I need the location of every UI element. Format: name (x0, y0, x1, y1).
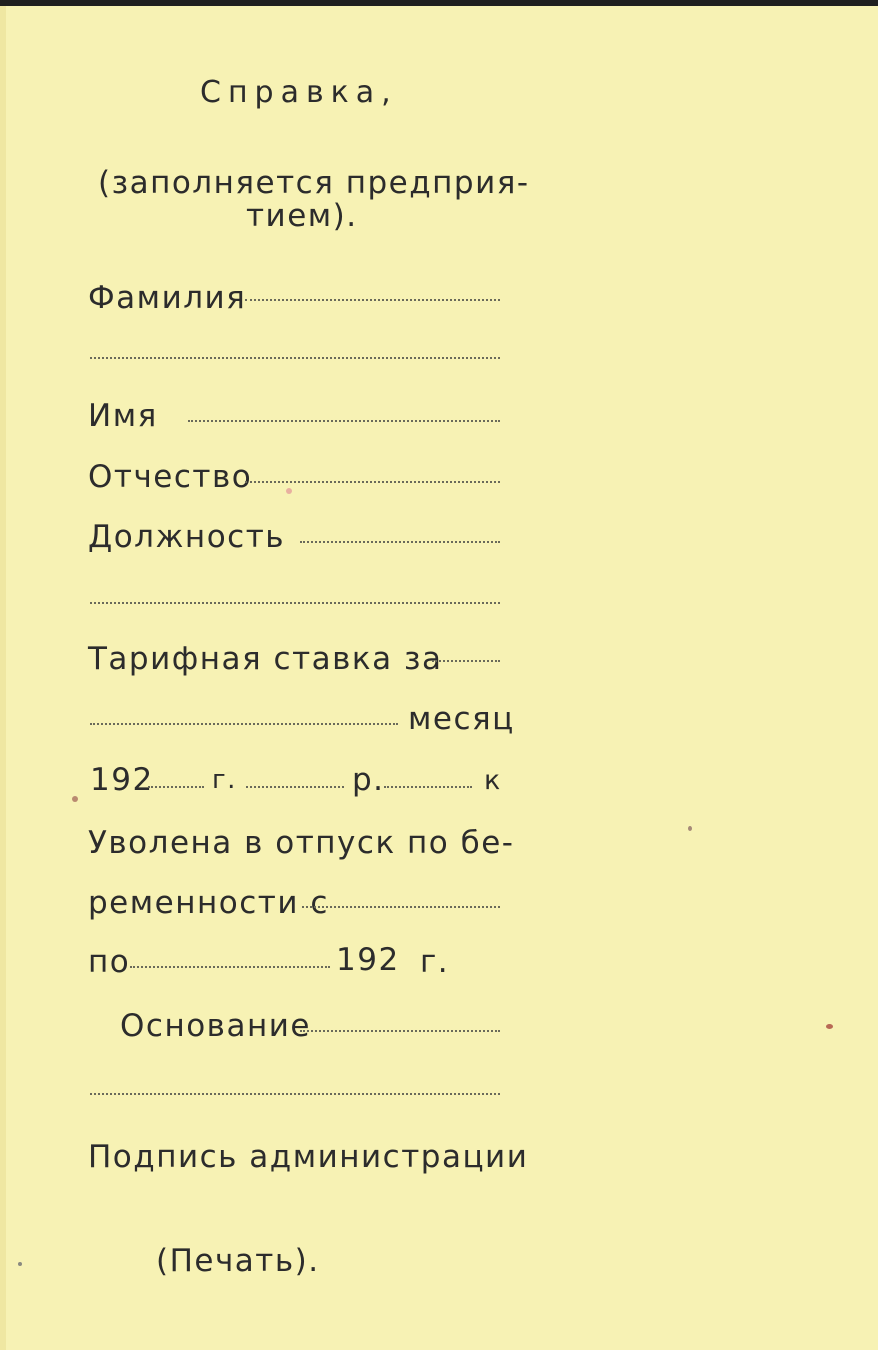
to-label: по (88, 944, 131, 980)
surname-label: Фамилия (88, 280, 247, 316)
month-label: месяц (408, 701, 515, 737)
signature-label: Подпись администрации (88, 1139, 529, 1175)
year-fill-line[interactable] (148, 786, 204, 788)
tariff-label: Тарифная ставка за (88, 641, 443, 677)
leave-line2: ременности с (88, 885, 329, 921)
leave-line1: Уволена в отпуск по бе- (88, 825, 515, 861)
surname-fill-line[interactable] (245, 299, 500, 301)
stamp-label: (Печать). (156, 1243, 320, 1279)
leave-from-fill-line[interactable] (302, 906, 500, 908)
patronymic-fill-line[interactable] (245, 481, 500, 483)
name-label: Имя (88, 398, 158, 434)
basis-label: Основание (120, 1008, 311, 1044)
year-prefix: 192 (90, 762, 154, 798)
rub-fill-line[interactable] (246, 786, 344, 788)
position-fill-line-2[interactable] (90, 602, 500, 604)
to-year-unit: г. (420, 944, 450, 980)
kop-fill-line[interactable] (384, 786, 472, 788)
patronymic-label: Отчество (88, 459, 253, 495)
form-subtitle-line2: тием). (246, 198, 358, 234)
kop-unit: к (484, 765, 502, 796)
basis-fill-line-2[interactable] (90, 1093, 500, 1095)
position-fill-line[interactable] (300, 541, 500, 543)
to-fill-line[interactable] (130, 966, 330, 968)
scan-top-border (0, 0, 878, 6)
paper-speck (826, 1024, 833, 1029)
paper-edge (0, 6, 6, 1350)
paper-speck (286, 488, 292, 494)
name-fill-line[interactable] (188, 420, 500, 422)
tariff-fill-line[interactable] (432, 660, 500, 662)
paper-speck (72, 796, 78, 802)
form-title: Справка, (200, 75, 398, 110)
surname-fill-line-2[interactable] (90, 357, 500, 359)
form-subtitle-line1: (заполняется предприя- (98, 165, 530, 201)
to-year: 192 (336, 942, 400, 978)
year-unit: г. (212, 765, 237, 795)
paper-speck (688, 826, 692, 831)
paper-speck (18, 1262, 22, 1266)
rub-unit: р. (352, 762, 385, 798)
basis-fill-line[interactable] (300, 1030, 500, 1032)
month-fill-line[interactable] (90, 723, 398, 725)
position-label: Должность (88, 519, 286, 555)
